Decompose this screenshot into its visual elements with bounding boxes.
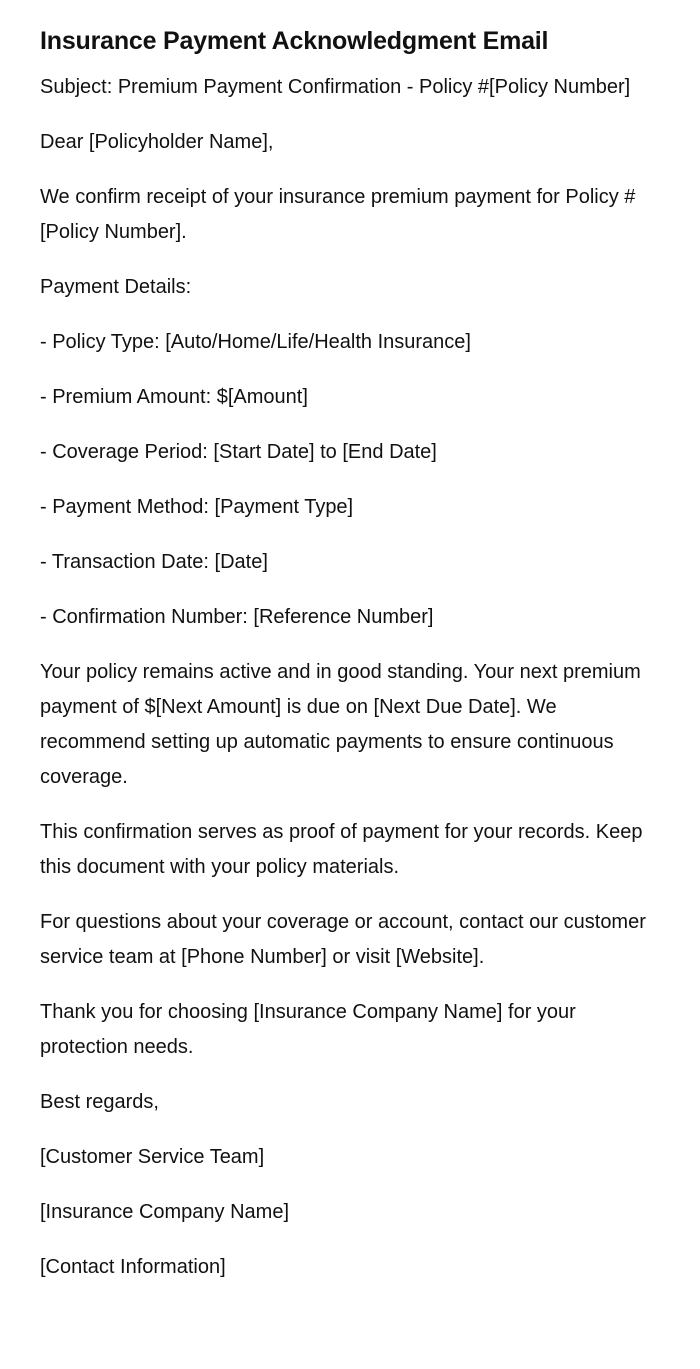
detail-policy-type: - Policy Type: [Auto/Home/Life/Health Insurance] <box>40 331 471 353</box>
document-title: Insurance Payment Acknowledgment Email <box>40 27 549 55</box>
detail-payment-method: - Payment Method: [Payment Type] <box>40 496 354 518</box>
proof-of-payment-paragraph: This confirmation serves as proof of payment for your records. Keep this document with your policy materials. <box>40 821 643 878</box>
payment-details-heading: Payment Details: <box>40 276 192 298</box>
contact-paragraph: For questions about your coverage or account, contact our customer service team at [Phone Number] or visit [Website]. <box>40 911 646 968</box>
detail-premium-amount: - Premium Amount: $[Amount] <box>40 386 308 408</box>
email-subject: Subject: Premium Payment Confirmation - Policy #[Policy Number] <box>40 76 631 98</box>
detail-coverage-period: - Coverage Period: [Start Date] to [End Date] <box>40 441 437 463</box>
email-greeting: Dear [Policyholder Name], <box>40 131 274 153</box>
detail-transaction-date: - Transaction Date: [Date] <box>40 551 268 573</box>
thank-you-paragraph: Thank you for choosing [Insurance Company Name] for your protection needs. <box>40 1001 576 1058</box>
closing-line: Best regards, <box>40 1091 159 1113</box>
intro-paragraph: We confirm receipt of your insurance premium payment for Policy #[Policy Number]. <box>40 186 636 243</box>
signature-company: [Insurance Company Name] <box>40 1201 290 1223</box>
signature-team: [Customer Service Team] <box>40 1146 265 1168</box>
signature-contact: [Contact Information] <box>40 1256 226 1278</box>
detail-confirmation-number: - Confirmation Number: [Reference Number] <box>40 606 434 628</box>
policy-status-paragraph: Your policy remains active and in good standing. Your next premium payment of $[Next Amount] is due on [Next Due Date]. We recommend setting up automatic payments to ensure continuous coverage. <box>40 661 641 788</box>
